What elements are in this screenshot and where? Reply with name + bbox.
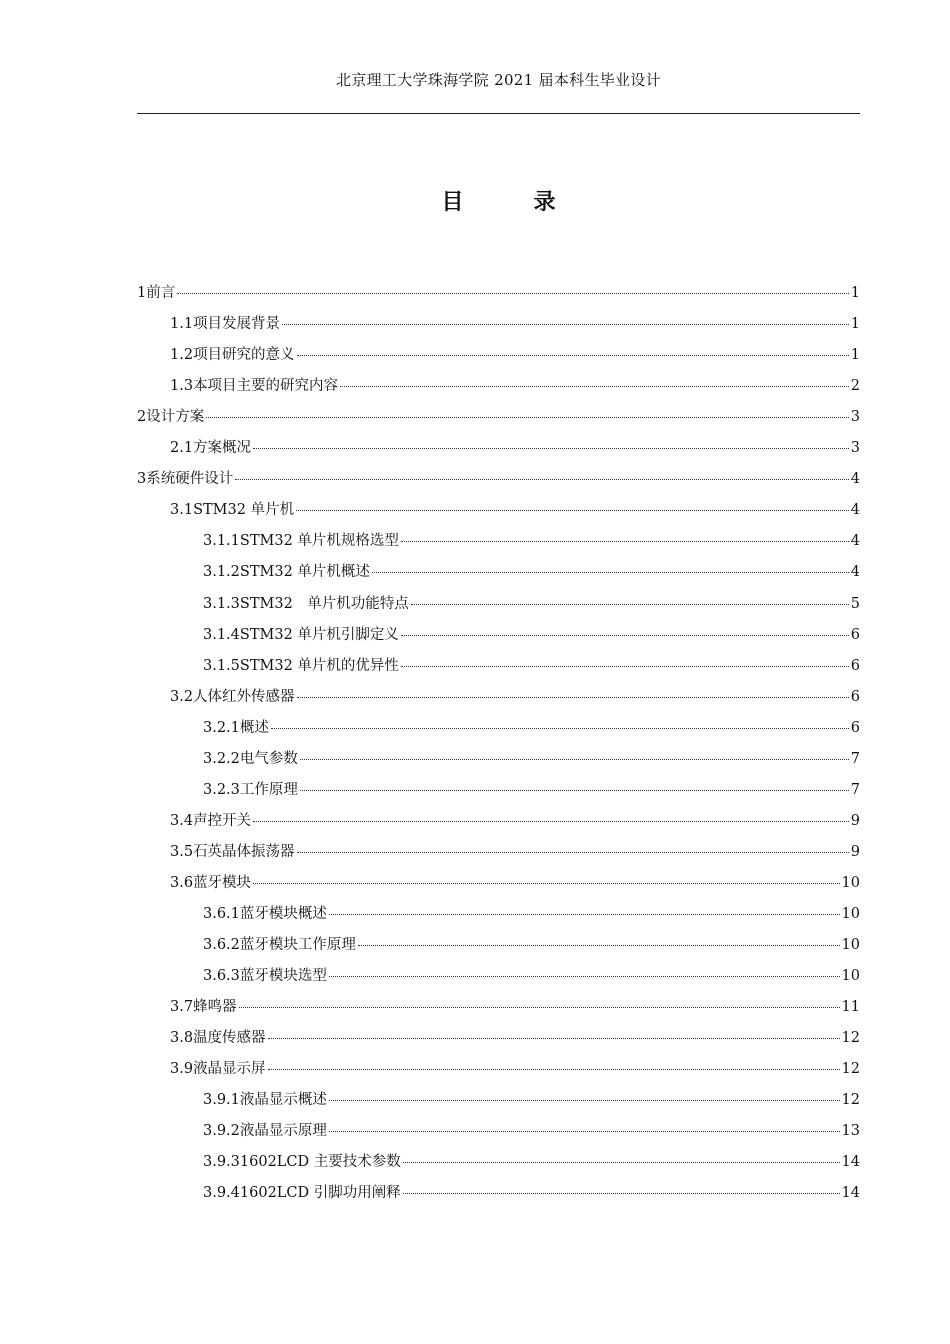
toc-entry-label: 蓝牙模块工作原理 <box>239 937 356 954</box>
toc-entry[interactable] <box>203 1116 860 1147</box>
toc-entry-label: 蓝牙模块概述 <box>239 906 327 922</box>
dot-leader <box>403 1161 840 1163</box>
dot-leader <box>403 1192 840 1194</box>
toc-entry-number: 3.2.1 <box>203 719 240 736</box>
toc-entry-label: 概述 <box>239 719 269 736</box>
toc-entry-page: 4 <box>850 502 860 519</box>
toc-entry-label: 液晶显示原理 <box>239 1123 327 1140</box>
toc-entry-label: 工作原理 <box>239 781 298 798</box>
toc-entry-label: 蜂鸣器 <box>193 999 237 1016</box>
toc-title: 目 录 <box>441 189 580 215</box>
toc-entry-page: 2 <box>850 378 860 395</box>
toc-entry-number: 3.2 <box>170 688 194 705</box>
dot-leader <box>358 944 840 946</box>
toc-entry-page: 10 <box>841 968 860 985</box>
toc-entry-label: STM32 单片机概述 <box>239 564 370 581</box>
toc-entry-page: 9 <box>850 812 860 829</box>
toc-entry-label: 方案概况 <box>193 440 252 457</box>
toc-entry-number: 3.2.2 <box>203 750 240 767</box>
dot-leader <box>401 665 849 667</box>
dot-leader <box>329 1130 840 1132</box>
toc-entry-page: 12 <box>841 1061 860 1078</box>
toc-entry-page: 7 <box>850 750 860 767</box>
toc-entry-page: 11 <box>841 999 860 1016</box>
toc-entry-number: 3.9.2 <box>203 1123 240 1140</box>
toc-entry-number: 3.6 <box>170 874 194 891</box>
toc-entry[interactable] <box>203 651 860 682</box>
dot-leader <box>372 571 849 573</box>
toc-entry[interactable] <box>170 495 860 526</box>
toc-entry-page: 4 <box>850 533 860 550</box>
toc-entry-number: 3.7 <box>170 999 194 1016</box>
toc-entry-label: 蓝牙模块选型 <box>239 968 327 985</box>
dot-leader <box>329 975 840 977</box>
toc-entry-number: 3.9 <box>170 1061 194 1078</box>
toc-entry-label: 液晶显示概述 <box>239 1092 327 1109</box>
dot-leader <box>329 1099 840 1101</box>
toc-entry[interactable] <box>203 589 860 620</box>
toc-entry-label: 本项目主要的研究内容 <box>193 378 339 395</box>
dot-leader <box>300 789 849 791</box>
dot-leader <box>297 851 849 853</box>
dot-leader <box>401 540 849 542</box>
dot-leader <box>329 913 840 915</box>
toc-entry-number: 3.6.1 <box>203 906 240 922</box>
toc-entry-page: 14 <box>841 1185 860 1202</box>
dot-leader <box>235 478 849 480</box>
toc-entry[interactable] <box>137 402 860 433</box>
toc-entry[interactable] <box>137 464 860 495</box>
toc-entry-page: 3 <box>850 409 860 426</box>
toc-entry-label: 设计方案 <box>146 409 205 426</box>
toc-entry[interactable] <box>170 371 860 402</box>
toc-entry-page: 10 <box>841 874 860 891</box>
toc-entry[interactable] <box>203 961 860 992</box>
toc-entry-number: 3.1.1 <box>203 533 240 550</box>
toc-entry-page: 4 <box>850 471 860 488</box>
toc-entry-page: 4 <box>850 564 860 581</box>
toc-entry[interactable] <box>203 620 860 651</box>
dot-leader <box>177 292 849 294</box>
toc-entry[interactable] <box>203 713 860 744</box>
toc-entry-page: 10 <box>841 937 860 954</box>
dot-leader <box>253 447 849 449</box>
toc-entry-number: 3.1.4 <box>203 626 240 643</box>
toc-entry[interactable] <box>170 992 860 1023</box>
toc-entry-number: 3.1.3 <box>203 595 240 612</box>
toc-entry-number: 3.9.4 <box>203 1185 240 1202</box>
toc-entry-page: 6 <box>850 657 860 674</box>
dot-leader <box>297 696 849 698</box>
toc-entry-page: 6 <box>850 626 860 643</box>
running-header: 北京理工大学珠海学院 2021 届本科生毕业设计 <box>336 71 661 89</box>
toc-entry-page: 12 <box>841 1030 860 1047</box>
toc-entry-number: 3 <box>137 471 147 488</box>
toc-entry-page: 12 <box>841 1092 860 1109</box>
toc-entry[interactable] <box>170 340 860 371</box>
toc-entry-number: 3.1.2 <box>203 564 240 581</box>
toc-entry-number: 2.1 <box>170 440 194 457</box>
toc-entry[interactable] <box>203 744 860 775</box>
toc-entry-label: STM32 单片机引脚定义 <box>239 626 399 643</box>
toc-entry-number: 1.1 <box>170 316 194 333</box>
toc-entry-number: 3.9.3 <box>203 1154 240 1171</box>
toc-entry-label: STM32 单片机规格选型 <box>239 533 399 550</box>
toc-entry[interactable] <box>203 526 860 557</box>
toc-entry-page: 5 <box>850 595 860 612</box>
toc-entry-label: STM32 单片机功能特点 <box>239 595 409 612</box>
toc-entry[interactable] <box>203 1085 860 1116</box>
toc-entry-page: 7 <box>850 781 860 798</box>
dot-leader <box>253 882 839 884</box>
header-divider <box>137 113 860 114</box>
toc-entry-number: 3.8 <box>170 1030 194 1047</box>
toc-entry-label: 温度传感器 <box>193 1030 266 1047</box>
toc-entry-page: 3 <box>850 440 860 457</box>
dot-leader <box>340 385 849 387</box>
dot-leader <box>253 820 849 822</box>
toc-entry[interactable] <box>203 1147 860 1178</box>
dot-leader <box>300 758 849 760</box>
toc-entry-page: 14 <box>841 1154 860 1171</box>
toc-entry-page: 1 <box>850 285 860 301</box>
dot-leader <box>271 727 849 729</box>
toc-entry-label: 声控开关 <box>193 812 252 829</box>
toc-entry-label: 液晶显示屏 <box>193 1061 266 1078</box>
toc-entry-label: 项目发展背景 <box>193 316 281 333</box>
toc-entry-label: 1602LCD 引脚功用阐释 <box>239 1185 401 1202</box>
toc-entry-label: 电气参数 <box>239 750 298 767</box>
toc-entry-number: 3.1.5 <box>203 657 240 674</box>
toc-entry-number: 3.9.1 <box>203 1092 240 1109</box>
dot-leader <box>297 354 849 356</box>
toc-entry[interactable] <box>203 775 860 806</box>
toc-entry-page: 6 <box>850 719 860 736</box>
dot-leader <box>239 1006 840 1008</box>
toc-entry-page: 9 <box>850 843 860 860</box>
toc-entry[interactable] <box>203 930 860 961</box>
dot-leader <box>282 323 849 325</box>
toc-entry-number: 2 <box>137 409 147 426</box>
toc-entry-label: 石英晶体振荡器 <box>193 843 295 860</box>
toc-entry[interactable] <box>170 868 860 899</box>
toc-entry[interactable] <box>170 806 860 837</box>
dot-leader <box>296 509 849 511</box>
toc-entry-label: 系统硬件设计 <box>146 471 234 488</box>
toc-entry[interactable] <box>170 433 860 464</box>
toc-entry-label: STM32 单片机的优异性 <box>239 657 399 674</box>
toc-entry-page: 1 <box>850 347 860 364</box>
toc-entry-page: 10 <box>841 906 860 922</box>
dot-leader <box>411 603 849 605</box>
toc-entry-number: 3.6.2 <box>203 937 240 954</box>
toc-entry[interactable] <box>203 899 860 930</box>
toc-entry-label: 蓝牙模块 <box>193 874 252 891</box>
toc-entry-number: 1 <box>137 285 147 301</box>
toc-entry[interactable] <box>170 309 860 340</box>
toc-entry-page: 6 <box>850 688 860 705</box>
toc-entry[interactable] <box>203 1178 860 1209</box>
toc-entry-page: 1 <box>850 316 860 333</box>
toc-entry[interactable] <box>170 837 860 868</box>
toc-entry-number: 3.4 <box>170 812 194 829</box>
toc-entry[interactable] <box>170 1054 860 1085</box>
toc-entry-label: 1602LCD 主要技术参数 <box>239 1154 401 1171</box>
dot-leader <box>401 634 849 636</box>
toc-entry-number: 3.1 <box>170 502 194 519</box>
toc-entry-number: 3.5 <box>170 843 194 860</box>
toc-entry-page: 13 <box>841 1123 860 1140</box>
toc-entry-label: 人体红外传感器 <box>193 688 295 705</box>
toc-entry[interactable] <box>137 278 860 309</box>
toc-entry-label: 项目研究的意义 <box>193 347 295 364</box>
toc-entry[interactable] <box>170 682 860 713</box>
toc-entry[interactable] <box>203 557 860 588</box>
toc-entry-number: 1.2 <box>170 347 194 364</box>
toc-entry-number: 1.3 <box>170 378 194 395</box>
dot-leader <box>268 1037 840 1039</box>
toc-entry[interactable] <box>170 1023 860 1054</box>
toc-entry-number: 3.2.3 <box>203 781 240 798</box>
toc-entry-number: 3.6.3 <box>203 968 240 985</box>
toc-entry-label: STM32 单片机 <box>193 502 295 519</box>
dot-leader <box>206 416 849 418</box>
dot-leader <box>268 1068 840 1070</box>
toc-entry-label: 前言 <box>146 285 176 301</box>
